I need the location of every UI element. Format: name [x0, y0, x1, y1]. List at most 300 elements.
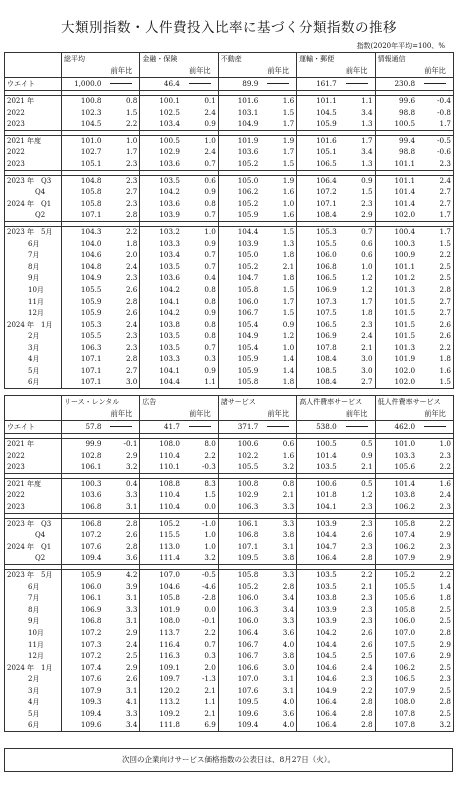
group-header: 広告	[140, 396, 218, 409]
yoy-value: 1.6	[260, 187, 296, 199]
dash-mark	[267, 426, 289, 427]
yoy-value: 0.9	[182, 187, 218, 199]
index-table-1	[4, 52, 454, 389]
index-value: 110.4	[140, 501, 182, 513]
weight-value: 371.7	[218, 421, 260, 434]
index-value: 103.4	[140, 250, 182, 262]
yoy-value: 1.2	[260, 331, 296, 343]
index-value: 105.8	[62, 198, 104, 210]
index-value: 102.9	[140, 147, 182, 159]
yoy-value: -4.6	[182, 581, 218, 593]
index-value: 106.3	[218, 604, 260, 616]
yoy-value: 2.4	[339, 331, 375, 343]
index-value: 104.2	[140, 308, 182, 320]
yoy-value: 0.6	[260, 439, 296, 451]
index-value: 103.6	[140, 198, 182, 210]
index-value: 103.5	[140, 175, 182, 187]
yoy-value: 2.1	[339, 342, 375, 354]
index-value: 106.4	[218, 627, 260, 639]
yoy-value: 1.0	[182, 541, 218, 553]
index-value: 107.1	[62, 210, 104, 222]
index-value: 107.1	[218, 541, 260, 553]
index-value: 109.1	[140, 662, 182, 674]
index-value: 105.5	[297, 238, 339, 250]
index-value: 107.0	[140, 569, 182, 581]
yoy-value: 2.3	[417, 541, 453, 553]
index-value: 106.8	[218, 530, 260, 542]
index-value: 109.4	[62, 709, 104, 721]
period-label: 6月	[5, 720, 62, 732]
index-value: 101.3	[375, 284, 417, 296]
yoy-value: 2.0	[104, 250, 140, 262]
index-value: 110.4	[140, 450, 182, 462]
yoy-value: 1.5	[260, 107, 296, 119]
yoy-value: 2.9	[339, 210, 375, 222]
yoy-value: 3.4	[339, 107, 375, 119]
index-value: 104.7	[218, 273, 260, 285]
yoy-value: 1.8	[260, 377, 296, 389]
group-header: 情報通信	[375, 53, 453, 66]
yoy-value: -0.1	[104, 439, 140, 451]
index-value: 99.9	[62, 439, 104, 451]
index-value: 103.4	[140, 119, 182, 131]
yoy-value: 1.7	[104, 147, 140, 159]
index-value: 106.8	[62, 501, 104, 513]
yoy-value: 1.5	[417, 238, 453, 250]
index-value: 104.8	[62, 261, 104, 273]
yoy-value: 3.4	[260, 593, 296, 605]
index-value: 109.4	[62, 553, 104, 565]
yoy-value: 1.8	[260, 250, 296, 262]
index-value: 106.0	[218, 296, 260, 308]
period-label: 7月	[5, 593, 62, 605]
index-value: 100.3	[62, 478, 104, 490]
index-value: 106.4	[297, 720, 339, 732]
index-value: 106.6	[218, 662, 260, 674]
yoy-value: 3.3	[260, 501, 296, 513]
yoy-value: 2.3	[104, 158, 140, 170]
index-value: 101.5	[375, 319, 417, 331]
index-value: 107.3	[297, 296, 339, 308]
index-value: 102.5	[140, 107, 182, 119]
dash-mark	[346, 83, 368, 84]
period-label: 9月	[5, 616, 62, 628]
yoy-value: 2.4	[104, 319, 140, 331]
yoy-value: 3.3	[104, 490, 140, 502]
yoy-value: 2.2	[339, 569, 375, 581]
index-value: 105.4	[218, 319, 260, 331]
yoy-value: 2.6	[417, 319, 453, 331]
yoy-value: 1.4	[260, 354, 296, 366]
page-title: 大類別指数・人件費投入比率に基づく分類指数の推移	[61, 20, 397, 36]
index-value: 103.6	[218, 147, 260, 159]
yoy-value: 1.4	[260, 366, 296, 378]
index-value: 106.4	[297, 553, 339, 565]
yoy-value: 2.1	[260, 261, 296, 273]
index-value: 98.8	[375, 147, 417, 159]
index-value: 107.9	[375, 685, 417, 697]
yoy-value: 1.1	[182, 697, 218, 709]
index-value: 107.9	[375, 553, 417, 565]
index-value: 106.5	[297, 319, 339, 331]
yoy-value: 3.4	[260, 604, 296, 616]
index-value: 106.7	[218, 308, 260, 320]
yoy-value: 1.6	[260, 210, 296, 222]
header-corner-cell	[5, 396, 62, 409]
yoy-value: 1.0	[182, 530, 218, 542]
period-label: 5月	[5, 709, 62, 721]
period-label: 2024 年 1月	[5, 662, 62, 674]
yoy-value: 0.8	[182, 198, 218, 210]
yoy-value: 2.2	[182, 627, 218, 639]
yoy-label: 前年比	[104, 408, 140, 421]
yoy-value: 2.9	[417, 553, 453, 565]
period-label: 10月	[5, 627, 62, 639]
yoy-label: 前年比	[417, 408, 453, 421]
index-value: 108.5	[297, 366, 339, 378]
index-value: 103.8	[140, 319, 182, 331]
index-value: 106.3	[218, 501, 260, 513]
yoy-value: 1.0	[417, 439, 453, 451]
index-value: 103.3	[375, 450, 417, 462]
period-label: 2023	[5, 501, 62, 513]
sub-header-blank	[140, 65, 182, 78]
yoy-value: 2.3	[339, 593, 375, 605]
index-value: 101.1	[375, 175, 417, 187]
index-value: 106.0	[218, 616, 260, 628]
yoy-value: 2.2	[339, 685, 375, 697]
index-value: 100.8	[218, 478, 260, 490]
index-value: 101.5	[375, 296, 417, 308]
index-value: 104.1	[297, 501, 339, 513]
index-value: 104.6	[140, 581, 182, 593]
index-value: 107.1	[62, 377, 104, 389]
period-label: 7月	[5, 250, 62, 262]
yoy-value: 1.7	[417, 210, 453, 222]
yoy-value: 3.6	[260, 709, 296, 721]
yoy-value: 3.4	[339, 147, 375, 159]
index-value: 104.6	[297, 674, 339, 686]
index-value: 100.8	[62, 96, 104, 108]
index-value: 106.7	[218, 651, 260, 663]
index-value: 104.5	[297, 651, 339, 663]
index-value: 106.9	[297, 284, 339, 296]
index-value: 105.9	[218, 354, 260, 366]
index-value: 104.7	[297, 541, 339, 553]
yoy-value: 1.4	[417, 581, 453, 593]
yoy-value: 2.9	[417, 530, 453, 542]
yoy-value: 2.5	[417, 709, 453, 721]
yoy-value: 1.6	[417, 478, 453, 490]
index-value: 102.8	[62, 450, 104, 462]
yoy-value: -0.4	[417, 96, 453, 108]
yoy-value: 1.5	[417, 377, 453, 389]
yoy-value: 2.0	[182, 662, 218, 674]
yoy-value: 3.2	[260, 462, 296, 474]
index-value: 105.9	[62, 569, 104, 581]
yoy-value: 0.3	[182, 651, 218, 663]
yoy-value: 1.1	[182, 377, 218, 389]
yoy-value: 3.3	[104, 604, 140, 616]
index-value: 105.9	[62, 308, 104, 320]
period-label: 2023	[5, 158, 62, 170]
index-value: 104.2	[140, 284, 182, 296]
index-value: 105.2	[218, 581, 260, 593]
yoy-value: 3.6	[104, 553, 140, 565]
yoy-value: 2.1	[182, 685, 218, 697]
yoy-value: 2.8	[339, 697, 375, 709]
yoy-value: 0.8	[182, 319, 218, 331]
yoy-value: -1.3	[182, 674, 218, 686]
yoy-value: 0.9	[339, 450, 375, 462]
index-value: 105.1	[297, 147, 339, 159]
index-value: 102.0	[375, 366, 417, 378]
index-value: 103.5	[297, 569, 339, 581]
yoy-value: 2.8	[104, 296, 140, 308]
index-value: 107.6	[218, 685, 260, 697]
group-header: リース・レンタル	[62, 396, 140, 409]
index-value: 107.6	[62, 541, 104, 553]
yoy-value: 0.3	[182, 354, 218, 366]
yoy-value: 0.1	[182, 96, 218, 108]
index-value: 104.4	[140, 377, 182, 389]
yoy-label: 前年比	[104, 65, 140, 78]
index-value: 105.9	[297, 119, 339, 131]
yoy-value: 2.7	[104, 366, 140, 378]
index-value: 107.2	[62, 530, 104, 542]
yoy-value: 1.2	[339, 284, 375, 296]
dash-mark	[424, 83, 446, 84]
period-label: 2023	[5, 462, 62, 474]
period-label: 2022	[5, 450, 62, 462]
sub-header-blank	[62, 65, 104, 78]
index-value: 100.6	[218, 439, 260, 451]
index-value: 109.2	[140, 709, 182, 721]
yoy-value: 2.2	[417, 569, 453, 581]
index-value: 107.8	[375, 720, 417, 732]
yoy-value: 2.3	[339, 319, 375, 331]
index-value: 103.9	[297, 518, 339, 530]
yoy-value: 1.7	[260, 119, 296, 131]
index-value: 108.0	[375, 697, 417, 709]
index-value: 104.9	[218, 119, 260, 131]
index-value: 105.2	[375, 569, 417, 581]
yoy-value: 3.3	[260, 569, 296, 581]
yoy-value: 1.7	[339, 135, 375, 147]
yoy-value: 3.3	[104, 709, 140, 721]
index-value: 108.0	[140, 439, 182, 451]
index-value: 101.8	[297, 490, 339, 502]
index-value: 104.4	[218, 226, 260, 238]
yoy-value: -0.5	[417, 135, 453, 147]
index-value: 103.9	[218, 238, 260, 250]
period-label: Q2	[5, 553, 62, 565]
yoy-value: 0.7	[182, 342, 218, 354]
index-value: 104.4	[297, 639, 339, 651]
period-label: 2021 年度	[5, 135, 62, 147]
yoy-value: 2.5	[417, 685, 453, 697]
index-value: 104.9	[62, 273, 104, 285]
weight-dash	[417, 421, 453, 434]
period-label: 6月	[5, 377, 62, 389]
index-value: 105.2	[218, 261, 260, 273]
period-label: 6月	[5, 238, 62, 250]
sub-header-blank	[62, 408, 104, 421]
index-value: 106.5	[297, 158, 339, 170]
yoy-value: 0.9	[182, 238, 218, 250]
yoy-label: 前年比	[182, 65, 218, 78]
index-value: 109.7	[140, 674, 182, 686]
yoy-value: 4.0	[260, 639, 296, 651]
yoy-value: 1.0	[260, 198, 296, 210]
yoy-value: 3.2	[182, 553, 218, 565]
yoy-value: 0.9	[182, 308, 218, 320]
yoy-value: 1.6	[260, 450, 296, 462]
yoy-value: -1.0	[182, 518, 218, 530]
index-value: 103.3	[140, 354, 182, 366]
yoy-value: 2.2	[417, 462, 453, 474]
yoy-value: 2.4	[339, 662, 375, 674]
yoy-value: 1.8	[104, 238, 140, 250]
index-value: 101.1	[297, 96, 339, 108]
yoy-value: 2.8	[417, 284, 453, 296]
period-label: Q4	[5, 530, 62, 542]
yoy-label: 前年比	[182, 408, 218, 421]
index-value: 107.9	[62, 685, 104, 697]
index-value: 108.4	[297, 210, 339, 222]
index-value: 102.7	[62, 147, 104, 159]
yoy-value: 4.2	[104, 569, 140, 581]
weight-dash	[260, 78, 296, 91]
yoy-value: 0.8	[182, 331, 218, 343]
yoy-value: 6.9	[182, 720, 218, 732]
index-value: 106.2	[375, 541, 417, 553]
dash-mark	[189, 426, 211, 427]
yoy-value: 3.1	[260, 674, 296, 686]
period-label: 5月	[5, 366, 62, 378]
yoy-value: 3.0	[339, 354, 375, 366]
yoy-value: 3.4	[104, 720, 140, 732]
index-value: 113.2	[140, 697, 182, 709]
sub-header-blank	[375, 65, 417, 78]
yoy-value: 2.8	[104, 518, 140, 530]
yoy-value: 0.9	[339, 175, 375, 187]
yoy-value: 1.0	[182, 226, 218, 238]
index-value: 104.9	[218, 331, 260, 343]
yoy-value: 1.0	[182, 135, 218, 147]
index-value: 107.3	[62, 639, 104, 651]
yoy-value: 2.8	[417, 697, 453, 709]
yoy-value: 3.9	[104, 581, 140, 593]
release-date-note: 次回の企業向けサービス価格指数の公表日は、8月27日（火）。	[4, 748, 453, 772]
yoy-value: 0.5	[339, 478, 375, 490]
period-label: 2022	[5, 490, 62, 502]
period-label: Q2	[5, 210, 62, 222]
index-value: 108.4	[297, 354, 339, 366]
yoy-value: 3.8	[260, 553, 296, 565]
yoy-value: 2.8	[339, 709, 375, 721]
yoy-value: 0.8	[182, 296, 218, 308]
yoy-value: 2.5	[104, 651, 140, 663]
index-value: 101.4	[375, 187, 417, 199]
yoy-value: 2.7	[417, 296, 453, 308]
yoy-value: 3.6	[260, 627, 296, 639]
index-value: 101.5	[375, 308, 417, 320]
index-value: 104.2	[140, 187, 182, 199]
period-label: 4月	[5, 697, 62, 709]
yoy-value: 1.5	[182, 490, 218, 502]
index-value: 105.3	[62, 319, 104, 331]
index-value: 103.5	[140, 342, 182, 354]
yoy-value: 2.9	[417, 651, 453, 663]
index-value: 107.5	[297, 308, 339, 320]
yoy-value: 2.7	[417, 308, 453, 320]
yoy-value: 1.8	[339, 308, 375, 320]
index-value: 116.3	[140, 651, 182, 663]
period-label: 8月	[5, 604, 62, 616]
index-value: 104.3	[62, 226, 104, 238]
index-value: 109.3	[62, 697, 104, 709]
yoy-value: 2.3	[104, 342, 140, 354]
weight-label: ウエイト	[5, 78, 62, 91]
yoy-value: 2.5	[417, 273, 453, 285]
index-value: 105.1	[62, 158, 104, 170]
index-value: 103.1	[218, 107, 260, 119]
index-value: 103.6	[140, 273, 182, 285]
yoy-value: 2.3	[339, 616, 375, 628]
index-value: 106.5	[297, 273, 339, 285]
period-label: 2023 年 5月	[5, 226, 62, 238]
index-value: 103.6	[140, 158, 182, 170]
index-value: 105.8	[218, 377, 260, 389]
index-value: 102.0	[375, 377, 417, 389]
yoy-value: 2.2	[104, 226, 140, 238]
sub-header-blank	[297, 408, 339, 421]
period-label: 3月	[5, 342, 62, 354]
yoy-value: 2.3	[339, 501, 375, 513]
index-value: 101.6	[218, 96, 260, 108]
dash-mark	[346, 426, 368, 427]
yoy-value: 2.3	[417, 450, 453, 462]
yoy-value: 2.6	[339, 639, 375, 651]
index-value: 103.6	[62, 490, 104, 502]
yoy-value: 0.9	[182, 119, 218, 131]
index-value: 101.9	[140, 604, 182, 616]
index-value: 104.6	[297, 662, 339, 674]
index-value: 103.3	[140, 238, 182, 250]
yoy-value: 1.8	[417, 354, 453, 366]
index-value: 101.5	[375, 331, 417, 343]
index-value: 105.5	[62, 331, 104, 343]
group-header: 諸サービス	[218, 396, 296, 409]
index-value: 102.9	[218, 490, 260, 502]
dash-mark	[267, 83, 289, 84]
index-value: 111.4	[140, 553, 182, 565]
yoy-value: 3.1	[260, 541, 296, 553]
yoy-value: 2.5	[417, 662, 453, 674]
period-label: 2021 年	[5, 96, 62, 108]
yoy-value: 2.6	[417, 331, 453, 343]
dash-mark	[110, 426, 132, 427]
sub-header-blank	[297, 65, 339, 78]
dash-mark	[424, 426, 446, 427]
period-label: 12月	[5, 651, 62, 663]
index-value: 105.2	[218, 198, 260, 210]
index-value: 106.9	[297, 331, 339, 343]
index-value: 106.5	[375, 674, 417, 686]
yoy-value: 2.4	[182, 107, 218, 119]
yoy-value: 2.1	[260, 490, 296, 502]
